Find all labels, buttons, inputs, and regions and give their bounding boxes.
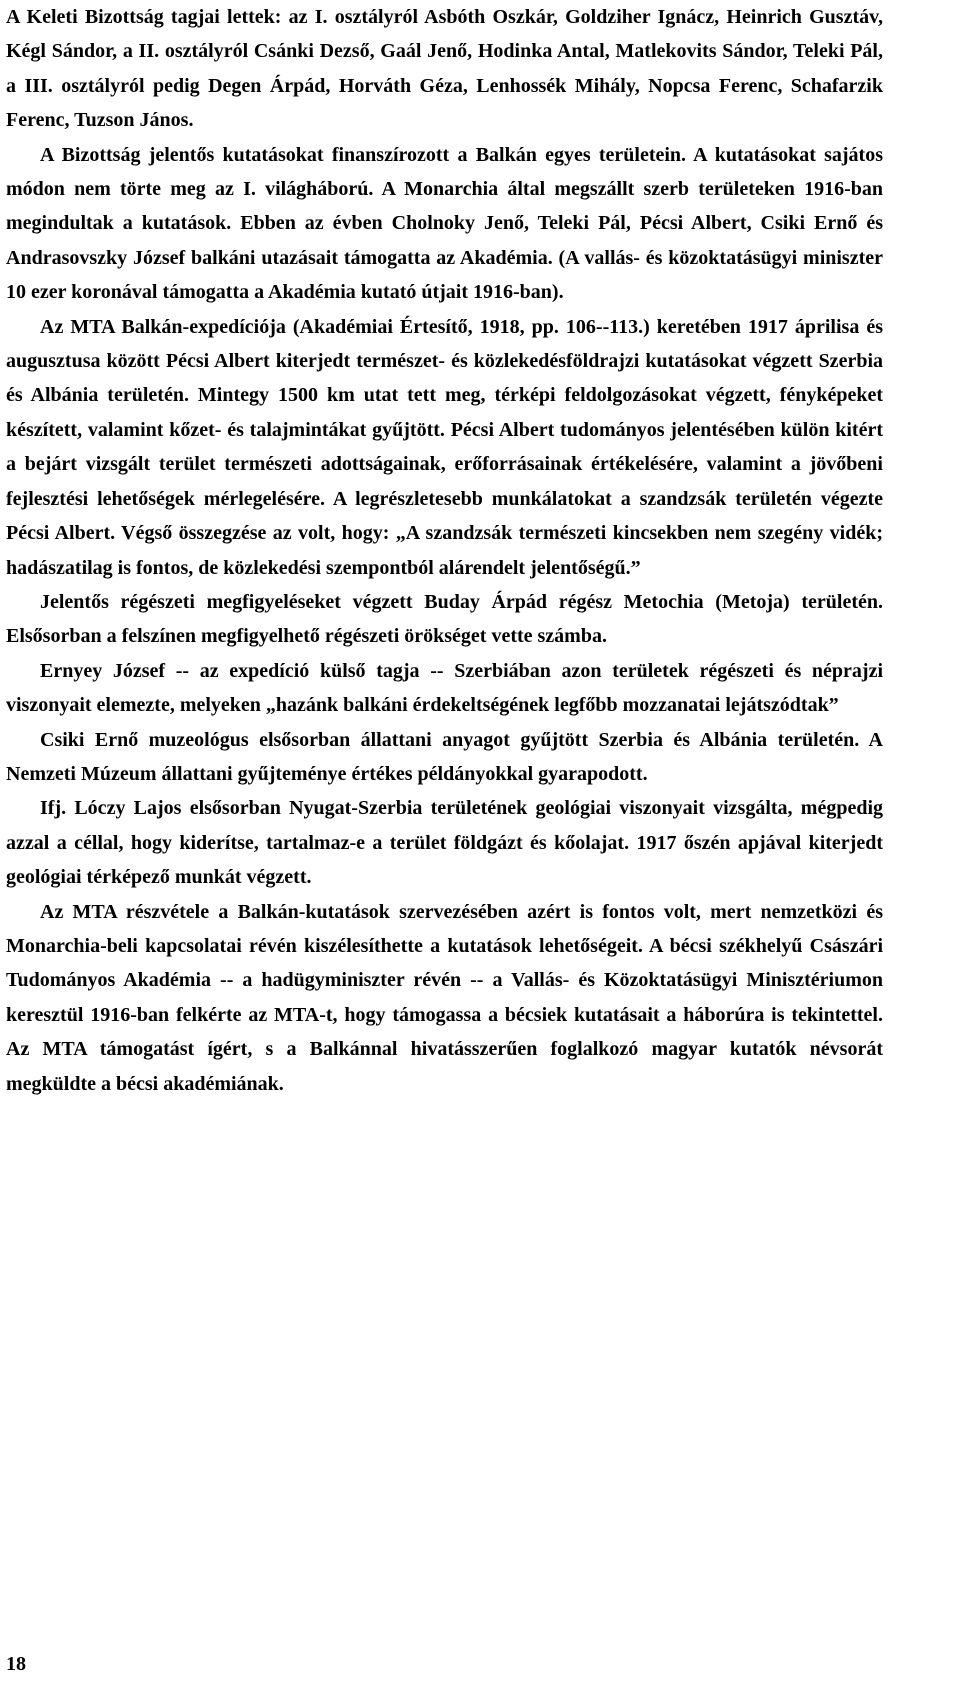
- paragraph-ernyey-jozsef: Ernyey József -- az expedíció külső tagja -- Szerbiában azon területek régészeti és néprajzi viszonyait elemezte, melyeken „hazánk balkáni érdekeltségének legfőbb mozzanatai lejátszódtak”: [6, 659, 883, 717]
- paragraph-mta-participation: Az MTA részvétele a Balkán-kutatások szervezésében azért is fontos volt, mert nemzetközi és Monarchia-beli kapcsolatai révén kiszélesíthette a kutatások lehetőségeit. A bécsi székhelyű Császári Tudományos Akadémia -- a hadügyminiszter révén -- a Vallás- és Közoktatásügyi Minisztériumon keresztül 1916-ban felkérte az MTA-t, hogy támogassa a bécsiek kutatásait a háborúra is tekintettel. Az MTA támogatást ígért, s a Balkánnal hivatásszerűen foglalkozó magyar kutatók névsorát megküldte a bécsi akadémiának.: [6, 900, 883, 1095]
- document-body: [6, 0, 883, 1101]
- paragraph-balkan-expedition: Az MTA Balkán-expedíciója (Akadémiai Értesítő, 1918, pp. 106--113.) keretében 1917 áprilisa és augusztusa között Pécsi Albert kiterjedt természet- és közlekedésföldrajzi kutatásokat végzett Szerbia és Albánia területén. Mintegy 1500 km utat tett meg, térképi feldolgozásokat végzett, fényképeket készített, valamint kőzet- és talajmintákat gyűjtött. Pécsi Albert tudományos jelentésében külön kitért a bejárt vizsgált terület természeti adottságainak, erőforrásainak értékelésére, valamint a jövőbeni fejlesztési lehetőségek mérlegelésére. A legrészletesebb munkálatokat a szandzsák területén végezte Pécsi Albert. Végső összegzése az volt, hogy: „A szandzsák természeti kincsekben nem szegény vidék; hadászatilag is fontos, de közlekedési szempontból alárendelt jelentőségű.”: [6, 315, 883, 579]
- page-number: 18: [6, 1653, 26, 1675]
- paragraph-loczy-lajos: Ifj. Lóczy Lajos elsősorban Nyugat-Szerbia területének geológiai viszonyait vizsgálta, mégpedig azzal a céllal, hogy kiderítse, tartalmaz-e a terület földgázt és kőolajat. 1917 őszén apjával kiterjedt geológiai térképező munkát végzett.: [6, 797, 883, 889]
- paragraph-balkan-research-funding: A Bizottság jelentős kutatásokat finanszírozott a Balkán egyes területein. A kutatásokat sajátos módon nem törte meg az I. világháború. A Monarchia által megszállt szerb területeken 1916-ban megindultak a kutatások. Ebben az évben Cholnoky Jenő, Teleki Pál, Pécsi Albert, Csiki Ernő és Andrasovszky József balkáni utazásait támogatta az Akadémia. (A vallás- és közoktatásügyi miniszter 10 ezer koronával támogatta a Akadémia kutató útjait 1916-ban).: [6, 143, 883, 304]
- paragraph-buday-arpad: Jelentős régészeti megfigyeléseket végzett Buday Árpád régész Metochia (Metoja) területén. Elsősorban a felszínen megfigyelhető régészeti örökséget vette számba.: [6, 590, 883, 648]
- paragraph-keleti-bizottsag-members: A Keleti Bizottság tagjai lettek: az I. osztályról Asbóth Oszkár, Goldziher Ignácz, Heinrich Gusztáv, Kégl Sándor, a II. osztályról Csánki Dezső, Gaál Jenő, Hodinka Antal, Matlekovits Sándor, Teleki Pál, a III. osztályról pedig Degen Árpád, Horváth Géza, Lenhossék Mihály, Nopcsa Ferenc, Schafarzik Ferenc, Tuzson János.: [6, 6, 883, 132]
- paragraph-csiki-erno: Csiki Ernő muzeológus elsősorban állattani anyagot gyűjtött Szerbia és Albánia területén. A Nemzeti Múzeum állattani gyűjteménye értékes példányokkal gyarapodott.: [6, 728, 883, 785]
